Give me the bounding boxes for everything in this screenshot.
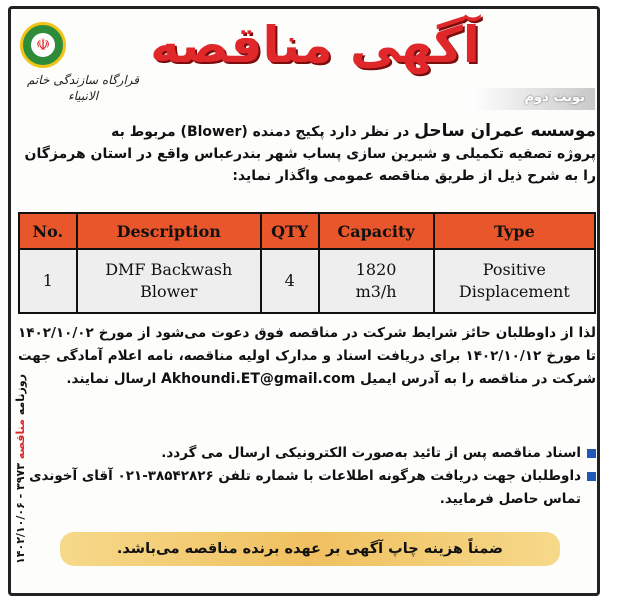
notes-list [18,442,596,511]
cell-type [434,249,595,313]
header-description: Description [77,213,261,249]
footer-band: ضمناً هزینه چاپ آگهی بر عهده برنده مناقصه می‌باشد. [60,532,560,566]
intro-line3: را به شرح ذیل از طریق مناقصه عمومی واگذار نماید: [232,168,596,184]
invitation-paragraph [18,322,596,391]
hq-logo-text: قرارگاه سازندگی خاتم الانبیاء [26,73,140,103]
type-line2: Displacement [458,282,570,301]
note-documents: اسناد مناقصه پس از تائید به‌صورت الکترونیکی ارسال می گردد. [161,445,581,461]
bullet-square-icon [587,449,596,458]
notice-title: آگهی مناقصه [150,16,480,74]
capacity-unit: m3/h [355,282,397,301]
side-paper-name: مناقصه [14,419,27,460]
cell-description [77,249,261,313]
turn-label: نوبت دوم [524,90,585,105]
intro-line2: پروژه تصفیه تکمیلی و شیرین سازی پساب شهر بندرعباس واقع در استان هرمزگان [24,146,596,162]
cell-capacity [319,249,434,313]
note-contact: داوطلبان جهت دریافت هرگونه اطلاعات با شماره تلفن ۳۸۵۴۲۸۲۶-۰۲۱ آقای آخوندی تماس حاصل فرمایید. [29,468,581,507]
header-qty: QTY [261,213,319,249]
table-header-row [19,213,595,249]
description-line2: Blower [140,282,198,301]
organization-name: موسسه عمران ساحل [414,121,596,141]
newspaper-side-strip [14,374,32,564]
emblem-icon: ☫ [20,22,66,68]
description-line1: DMF Backwash [105,260,233,279]
table-row [19,249,595,313]
header-type: Type [434,213,595,249]
cell-qty: 4 [261,249,319,313]
intro-paragraph [18,120,596,187]
contact-email[interactable]: Akhoundi.ET@gmail.com [160,371,356,387]
side-issue: ۳۹۷۳ - ۱۴۰۲/۱۰/۰۶ [14,463,27,564]
cell-no: 1 [19,249,77,313]
intro-line1: در نظر دارد پکیج دمنده (Blower) مربوط به [111,124,415,140]
tender-table [18,212,596,314]
header-capacity: Capacity [319,213,434,249]
capacity-value: 1820 [355,260,397,279]
type-line1: Positive [482,260,546,279]
bullet-square-icon [587,472,596,481]
list-item [18,465,596,511]
invitation-text: لذا از داوطلبان حائز شرایط شرکت در مناقصه فوق دعوت می‌شود از مورخ ۱۴۰۲/۱۰/۰۲ تا مورخ ۱۴۰۲/۱۰/۱۲ برای دریافت اسناد و مدارک اولیه مناقصه، نامه اعلام آمادگی جهت شرکت در مناقصه را به آدرس ایمیل [18,325,596,387]
header-no: No. [19,213,77,249]
side-paper: روزنامه [14,374,27,416]
turn-badge [470,88,595,110]
invitation-end: ارسال نمایند. [66,371,161,387]
list-item [18,442,596,465]
